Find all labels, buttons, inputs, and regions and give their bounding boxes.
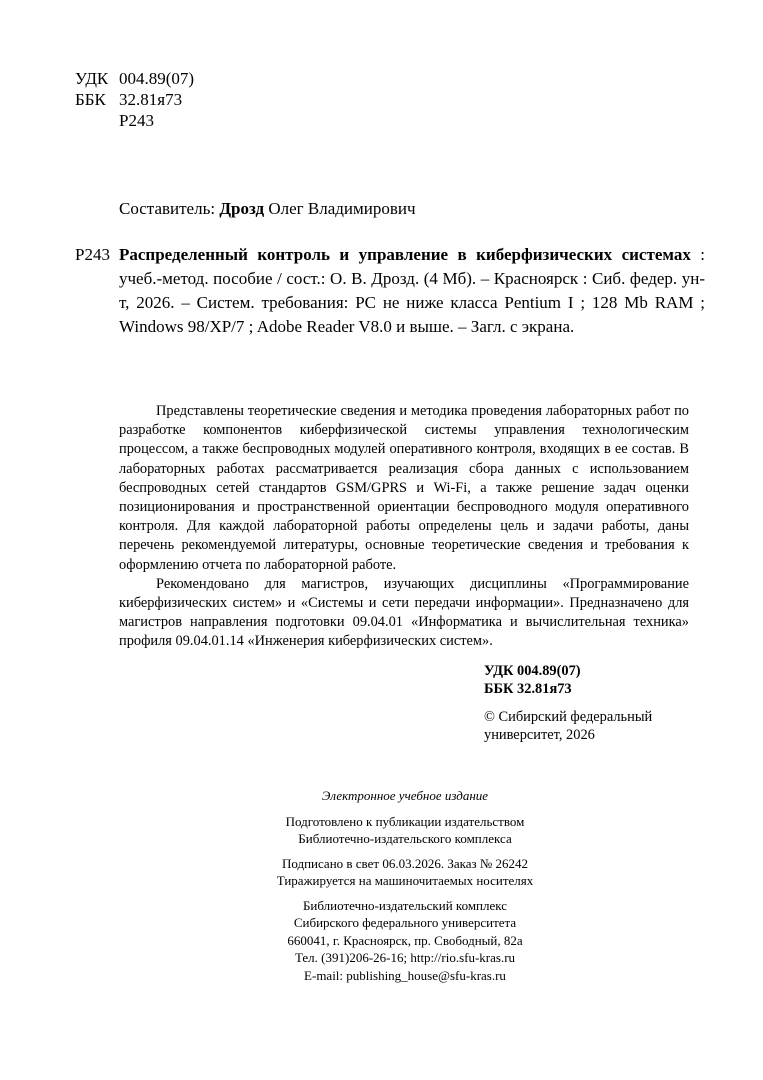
author-sign: Р243 [119,111,154,130]
classification-block [75,68,194,131]
annotation-paragraph-2: Рекомендовано для магистров, изучающих дисциплины «Программирование киберфизических систем» и «Системы и сети передачи информации». Предназначено для магистров направления подготовки 09.04.01 «Информатика и вычислительная техника» профиля 09.04.01.14 «Инженерия киберфизических систем». [119,575,689,650]
right-udk: УДК 004.89(07) [484,663,581,679]
copyright-line-1: © Сибирский федеральный [484,709,653,725]
compiler-name: Олег Владимирович [268,199,416,218]
udk-value: 004.89(07) [119,69,195,88]
prepared-by [200,813,610,848]
replicated-line: Тиражируется на машиночитаемых носителях [276,873,534,888]
bib-description: : учеб.-метод. пособие / сост.: О. В. Дрозд. (4 Мб). – Красноярск : Сиб. федер. ун-т, 2026. – Систем. требования: PC не ниже класса Pentium I ; 128 Mb RAM ; Windows 98/XP/7 ; Adobe Reader V8.0 и выше. – Загл. с экрана. [119,245,705,336]
bib-title: Распределенный контроль и управление в киберфизических системах [119,245,691,264]
annotation-paragraph-1: Представлены теоретические сведения и методика проведения лабораторных работ по разработке компонентов киберфизической системы управления технологическим процессом, а также беспроводных модулей оперативного контроля, входящих в ее состав. В лабораторных работах рассматривается реализация сбора данных с использованием беспроводных сетей стандартов GSM/GPRS и Wi-Fi, а также решение задач оценки позиционирования и пространственной ориентации беспроводного модуля оперативного контроля. Для каждой лабораторной работы определены цель и задачи работы, даны перечень рекомендуемой литературы, основные теоретические сведения и требования к оформлению отчета по лабораторной работе. [119,403,689,573]
edition-type: Электронное учебное издание [321,788,489,803]
right-bbk: ББК 32.81я73 [484,681,572,697]
bbk-row [75,89,194,110]
compiler-line [119,199,416,219]
bib-code: Р243 [75,245,110,264]
publisher-contacts [200,897,610,985]
compiler-label: Составитель: [119,199,216,218]
imprint [200,787,610,984]
bbk-value: 32.81я73 [119,90,183,109]
copyright-notice [484,708,684,744]
compiler-surname: Дрозд [219,199,265,218]
bib-body [119,243,705,339]
right-classification-block [484,662,684,744]
udk-row [75,68,194,89]
publication-details [200,855,610,890]
publisher-phone: Тел. (391)206-26-16; http://rio.sfu-kras.ru [294,950,516,965]
prepared-line-1: Подготовлено к публикации издательством [285,813,525,829]
bibliographic-entry [75,243,705,339]
publisher-address: 660041, г. Красноярск, пр. Свободный, 82а [287,932,523,948]
publisher-line-2: Сибирского федерального университета [293,915,517,930]
annotation [119,402,689,652]
copyright-line-2: университет, 2026 [484,727,595,743]
bbk-label: ББК [75,90,106,109]
author-sign-row [75,110,194,131]
prepared-line-2: Библиотечно-издательского комплекса [298,831,512,846]
publisher-email: E-mail: publishing_house@sfu-kras.ru [304,967,506,983]
udk-label: УДК [75,69,109,88]
signed-line: Подписано в свет 06.03.2026. Заказ № 26242 [281,855,529,871]
publisher-line-1: Библиотечно-издательский комплекс [302,897,508,913]
